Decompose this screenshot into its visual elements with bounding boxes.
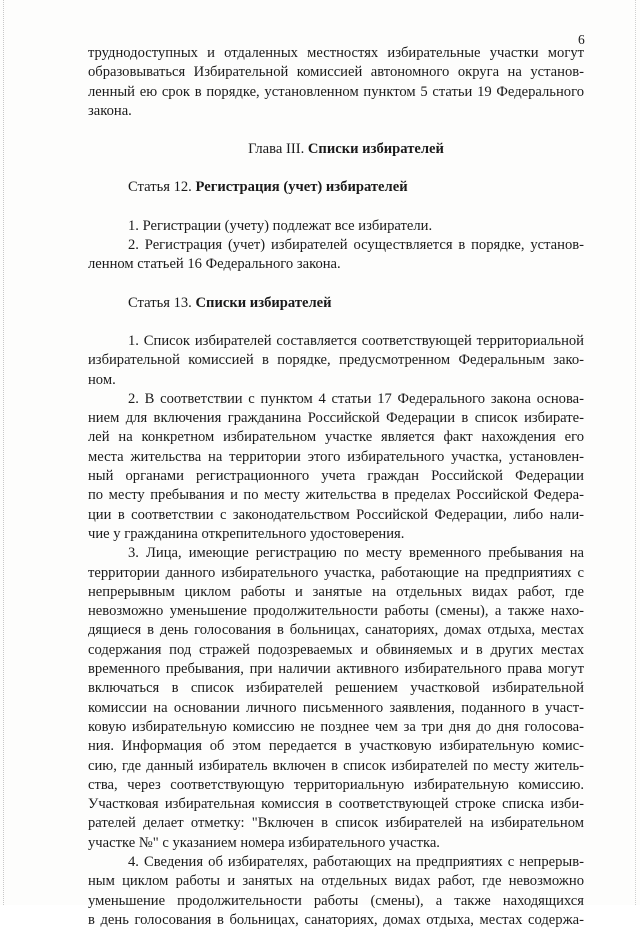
text-line: ленный ею срок в порядке, установленном пунктом 5 статьи 19 Федерального: [88, 83, 584, 100]
chapter-title: Списки избирателей: [307, 141, 444, 158]
text-line: образовываться Избирательной комиссией автономного округа на установ-: [88, 64, 584, 81]
text-line: комиссии на основании личного письменного заявления, поданного в участ-: [88, 699, 584, 716]
text-line: чие у гражданина открепительного удостоверения.: [88, 525, 405, 542]
text-line: труднодоступных и отдаленных местностях избирательные участки могут: [88, 45, 584, 61]
text-line: закона.: [88, 102, 132, 119]
scan-edge-left: [3, 0, 4, 905]
text-line: лей на конкретном избирательном участке является факт нахождения его: [88, 429, 584, 446]
text-line: ным циклом работы и занятых на отдельных видах работ, где невозможно: [88, 873, 584, 890]
text-line: места жительства на территории этого избирательного участка, установлен-: [88, 448, 584, 465]
text-line: дящиеся в день голосования в больницах, санаториях, домах отдыха, местах: [88, 622, 584, 639]
document-body: [88, 44, 584, 930]
text-line: ции в соответствии с законодательством Российской Федерации, либо нали-: [88, 506, 584, 523]
text-line: содержания под стражей подозреваемых и обвиняемых и в других местах: [88, 641, 584, 658]
text-line: 1. Регистрации (учету) подлежат все избиратели.: [128, 217, 433, 234]
text-line: ленном статьей 16 Федерального закона.: [88, 256, 341, 273]
text-line: нием для включения гражданина Российской Федерации в список избирате-: [88, 410, 584, 427]
chapter-heading: [88, 140, 584, 159]
article-12-heading: [88, 178, 584, 197]
text-line: Участковая избирательная комиссия в соответствующей строке списка изби-: [88, 796, 584, 813]
text-line: включаться в список избирателей решением участковой избирательной: [88, 680, 584, 697]
text-line: временного пребывания, при наличии активного избирательного права могут: [88, 661, 584, 678]
text-line: 3. Лица, имеющие регистрацию по месту временного пребывания на: [128, 545, 584, 562]
text-line: непрерывным циклом работы и занятые на отдельных видах работ, где: [88, 583, 584, 600]
text-line: сию, где данный избиратель включен в список избирателей по месту житель-: [88, 757, 584, 774]
article-13-title: Списки избирателей: [195, 294, 332, 311]
article-13-prefix: Статья 13.: [128, 294, 192, 311]
article-13-paragraph-4: [88, 853, 584, 930]
text-line: ства, через соответствующую территориальную избирательную комиссию.: [88, 776, 584, 793]
article-12-title: Регистрация (учет) избирателей: [195, 179, 408, 196]
chapter-prefix: Глава III.: [248, 141, 305, 158]
article-13-paragraph-2: [88, 390, 584, 544]
text-line: избирательной комиссией в порядке, предусмотренном Федеральным зако-: [88, 352, 584, 369]
article-13-heading: [88, 294, 584, 313]
text-line: ном.: [88, 371, 116, 388]
intro-paragraph: [88, 44, 584, 121]
article-12-prefix: Статья 12.: [128, 179, 192, 196]
text-line: участке №" с указанием номера избирательного участка.: [88, 834, 440, 851]
text-line: уменьшение продолжительности работы (смены), а также находящихся: [88, 892, 584, 909]
text-line: 4. Сведения об избирателях, работающих на предприятиях с непрерыв-: [128, 853, 584, 870]
article-12-paragraph-1: [88, 217, 584, 236]
text-line: 2. Регистрация (учет) избирателей осуществляется в порядке, установ-: [128, 237, 584, 254]
text-line: 1. Список избирателей составляется соответствующей территориальной: [128, 332, 584, 349]
article-12-paragraph-2: [88, 236, 584, 275]
text-line: 2. В соответствии с пунктом 4 статьи 17 Федерального закона основа-: [128, 390, 584, 407]
text-line: рателей делает отметку: "Включен в список избирателей на избирательном: [88, 815, 584, 832]
text-line: ный органами регистрационного учета граждан Российской Федерации: [88, 468, 584, 485]
text-line: невозможно уменьшение продолжительности работы (смены), а также нахо-: [88, 603, 584, 620]
text-line: территории данного избирательного участка, работающие на предприятиях с: [88, 564, 584, 581]
page-number: 6: [578, 32, 585, 47]
text-line: в день голосования в больницах, санаториях, домах отдыха, местах содержа-: [88, 911, 584, 928]
article-13-paragraph-1: [88, 332, 584, 390]
text-line: ковую избирательную комиссию не позднее чем за три дня до дня голосова-: [88, 718, 584, 735]
text-line: по месту пребывания и по месту жительства в пределах Российской Федера-: [88, 487, 584, 504]
text-line: ния. Информация об этом передается в участковую избирательную комис-: [88, 738, 584, 755]
scan-edge-right: [635, 0, 636, 905]
article-13-paragraph-3: [88, 544, 584, 853]
